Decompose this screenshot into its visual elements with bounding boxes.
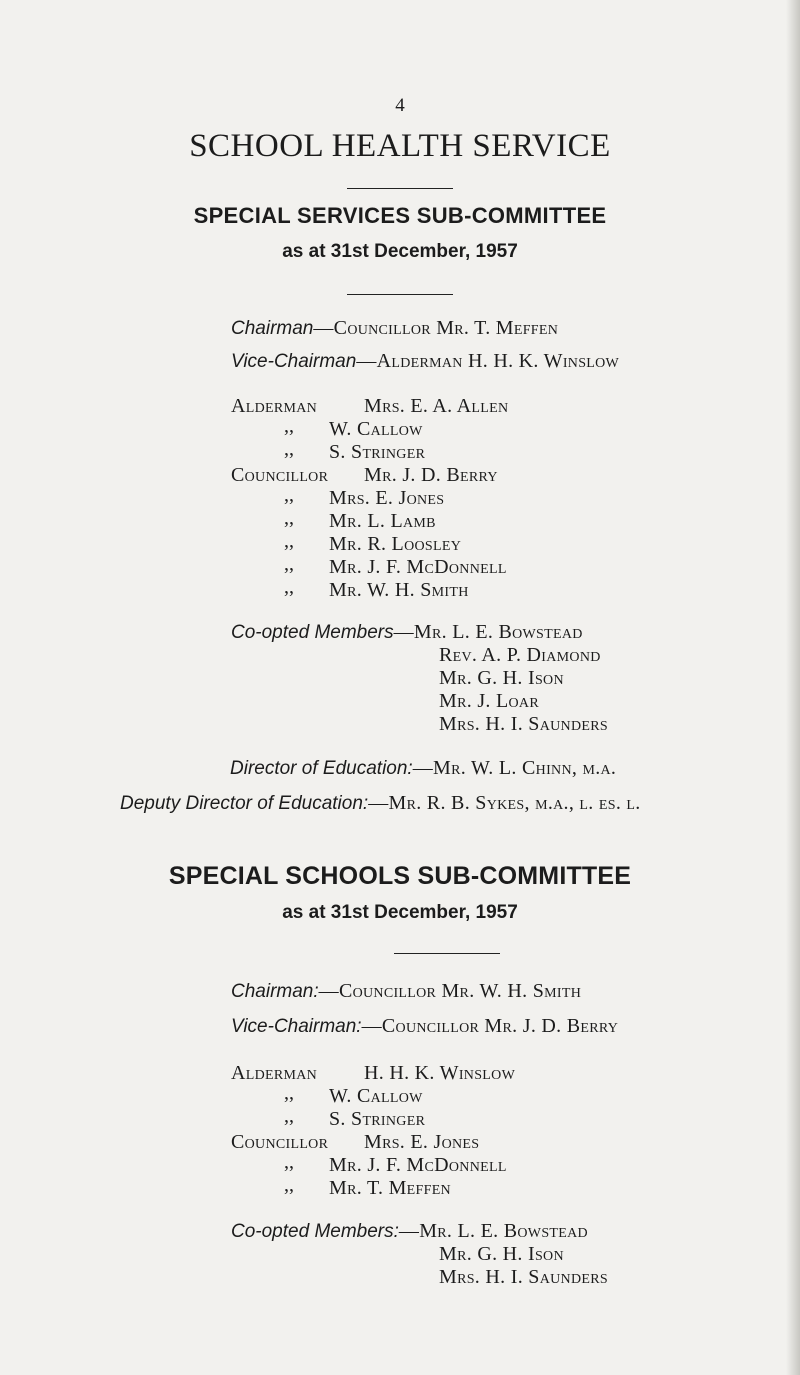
divider	[347, 294, 453, 295]
page-number: 4	[395, 95, 405, 116]
coopted-role: Co-opted Members	[231, 622, 394, 643]
member-prefix: Councillor	[231, 464, 329, 486]
ditto-mark: ,,	[284, 553, 294, 575]
member-name: Mrs. E. Jones	[329, 487, 445, 509]
ditto-mark: ,,	[284, 576, 294, 598]
vice-chairman-name: —Alderman H. H. K. Winslow	[356, 350, 620, 372]
member-name: W. Callow	[329, 1085, 423, 1107]
services-as-at: as at 31st December, 1957	[282, 241, 518, 262]
member-name: Mrs. E. Jones	[364, 1131, 480, 1153]
member-prefix: Councillor	[231, 1131, 329, 1153]
deputy-name: —Mr. R. B. Sykes, m.a., l. es. l.	[368, 792, 641, 814]
coopted-name: Rev. A. P. Diamond	[439, 644, 601, 666]
member-name: S. Stringer	[329, 441, 426, 463]
coopted-name: Mr. G. H. Ison	[439, 667, 564, 689]
schools-as-at: as at 31st December, 1957	[282, 902, 518, 923]
services-vice-chairman	[231, 350, 619, 373]
ditto-mark: ,,	[284, 1082, 294, 1104]
ditto-mark: ,,	[284, 415, 294, 437]
coopted-role: Co-opted Members:	[231, 1221, 399, 1242]
chairman-role: Chairman:	[231, 981, 319, 1002]
coopted-name: Mrs. H. I. Saunders	[439, 1266, 608, 1288]
coopted-name: —Mr. L. E. Bowstead	[398, 1220, 588, 1242]
deputy-director	[120, 792, 641, 815]
member-prefix: Alderman	[231, 1062, 318, 1084]
ditto-mark: ,,	[284, 438, 294, 460]
member-name: H. H. K. Winslow	[364, 1062, 516, 1084]
coopted-name: Mrs. H. I. Saunders	[439, 713, 608, 735]
page-title: SCHOOL HEALTH SERVICE	[189, 128, 611, 164]
director-name: —Mr. W. L. Chinn, m.a.	[412, 757, 617, 779]
ditto-mark: ,,	[284, 530, 294, 552]
chairman-role: Chairman	[231, 318, 314, 339]
deputy-role: Deputy Director of Education:	[120, 793, 369, 814]
member-prefix: Alderman	[231, 395, 318, 417]
ditto-mark: ,,	[284, 1174, 294, 1196]
divider	[394, 953, 500, 954]
coopted-name: Mr. J. Loar	[439, 690, 539, 712]
schools-heading: SPECIAL SCHOOLS SUB-COMMITTEE	[168, 862, 632, 890]
ditto-mark: ,,	[284, 1151, 294, 1173]
member-name: Mr. W. H. Smith	[329, 579, 469, 601]
schools-vice-chairman	[231, 1015, 618, 1038]
director-role: Director of Education:	[230, 758, 413, 779]
ditto-mark: ,,	[284, 1105, 294, 1127]
ditto-mark: ,,	[284, 484, 294, 506]
services-chairman	[231, 317, 558, 340]
vice-chairman-name: —Councillor Mr. J. D. Berry	[361, 1015, 619, 1037]
chairman-name: —Councillor Mr. W. H. Smith	[318, 980, 582, 1002]
member-name: Mr. R. Loosley	[329, 533, 462, 555]
vice-chairman-role: Vice-Chairman	[231, 351, 357, 372]
chairman-name: —Councillor Mr. T. Meffen	[313, 317, 559, 339]
member-name: Mr. J. D. Berry	[364, 464, 498, 486]
schools-coopted	[231, 1220, 588, 1243]
member-name: Mrs. E. A. Allen	[364, 395, 509, 417]
coopted-name: —Mr. L. E. Bowstead	[393, 621, 583, 643]
services-coopted	[231, 621, 583, 644]
divider	[347, 188, 453, 189]
director	[230, 757, 616, 780]
member-name: Mr. T. Meffen	[329, 1177, 451, 1199]
member-name: Mr. J. F. McDonnell	[329, 556, 507, 578]
ditto-mark: ,,	[284, 507, 294, 529]
services-heading: SPECIAL SERVICES SUB-COMMITTEE	[193, 203, 607, 228]
coopted-name: Mr. G. H. Ison	[439, 1243, 564, 1265]
schools-chairman	[231, 980, 581, 1003]
vice-chairman-role: Vice-Chairman:	[231, 1016, 362, 1037]
member-name: Mr. L. Lamb	[329, 510, 436, 532]
member-name: W. Callow	[329, 418, 423, 440]
member-name: S. Stringer	[329, 1108, 426, 1130]
member-name: Mr. J. F. McDonnell	[329, 1154, 507, 1176]
